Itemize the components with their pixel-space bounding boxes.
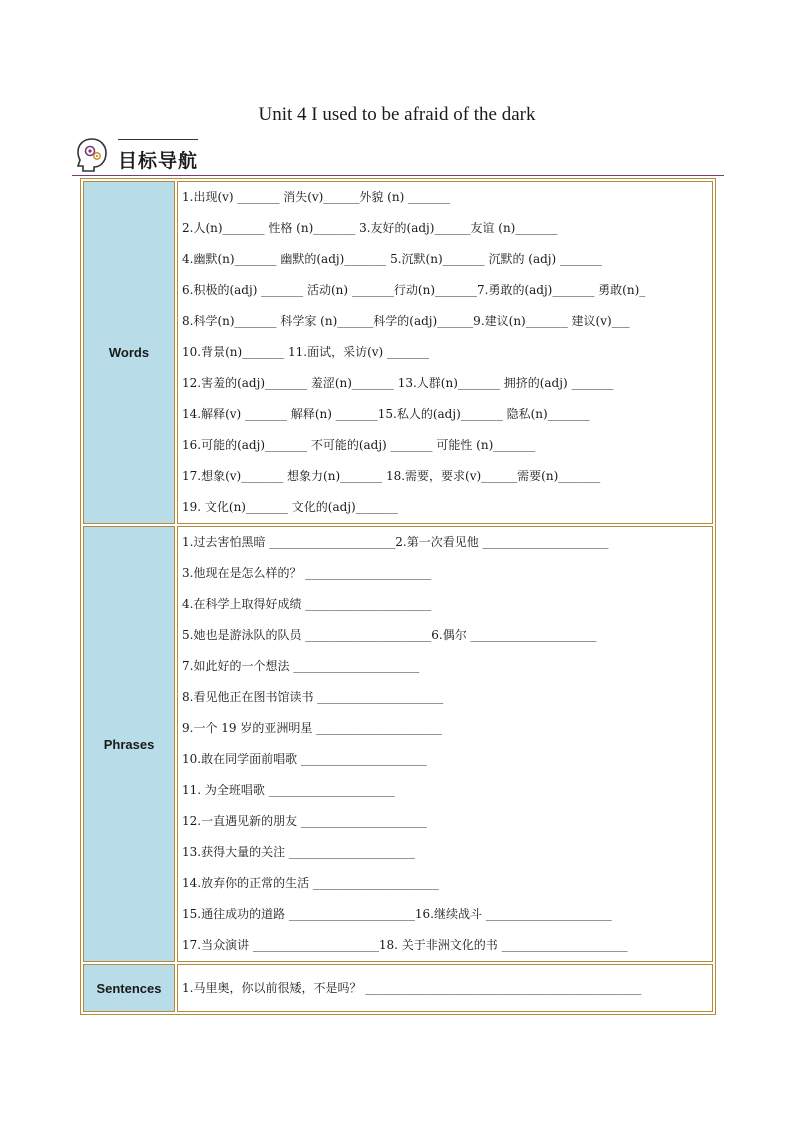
study-table xyxy=(80,178,716,1015)
phrase-line: 17.当众演讲 _____________________18. 关于非洲文化的书 _____________________ xyxy=(182,938,628,952)
word-line: 12.害羞的(adj)_______ 羞涩(n)_______ 13.人群(n)_______ 拥挤的(adj) _______ xyxy=(182,376,614,390)
section-heading: 目标导航 xyxy=(118,150,199,172)
sentence-line: 1.马里奥，你以前很矮，不是吗？ ______________________________________________ xyxy=(182,980,642,995)
word-line: 14.解释(v) _______ 解释(n) _______15.私人的(adj)_______ 隐私(n)_______ xyxy=(182,407,590,421)
sentences-section xyxy=(83,964,713,1012)
phrase-line: 11. 为全班唱歌 _____________________ xyxy=(182,783,395,797)
phrases-content xyxy=(177,526,713,962)
words-label: Words xyxy=(83,181,175,524)
section-header xyxy=(72,134,724,178)
phrase-line: 8.看见他正在图书馆读书 _____________________ xyxy=(182,690,444,704)
phrase-line: 1.过去害怕黑暗 _____________________2.第一次看见他 _____________________ xyxy=(182,535,609,549)
head-gears-icon xyxy=(74,136,110,174)
word-line: 19. 文化(n)_______ 文化的(adj)_______ xyxy=(182,500,398,514)
word-line: 17.想象(v)_______ 想象力(n)_______ 18.需要，要求(v)______需要(n)_______ xyxy=(182,469,601,483)
word-line: 4.幽默(n)_______ 幽默的(adj)_______ 5.沉默(n)_______ 沉默的 (adj) _______ xyxy=(182,252,602,266)
phrase-line: 13.获得大量的关注 _____________________ xyxy=(182,845,415,859)
phrase-line: 4.在科学上取得好成绩 _____________________ xyxy=(182,597,432,611)
words-section xyxy=(83,181,713,524)
phrases-section xyxy=(83,526,713,962)
phrase-line: 3.他现在是怎么样的？ _____________________ xyxy=(182,566,432,580)
header-underline xyxy=(72,175,724,176)
word-line: 6.积极的(adj) _______ 活动(n) _______行动(n)_______7.勇敢的(adj)_______ 勇敢(n)_ xyxy=(182,283,646,297)
sentences-content xyxy=(177,964,713,1012)
word-line: 1.出现(v) _______ 消失(v)______外貌 (n) _______ xyxy=(182,190,451,204)
word-line: 16.可能的(adj)_______ 不可能的(adj) _______ 可能性 (n)_______ xyxy=(182,438,536,452)
document-title: Unit 4 I used to be afraid of the dark xyxy=(258,104,536,125)
phrase-line: 7.如此好的一个想法 _____________________ xyxy=(182,659,420,673)
phrase-line: 15.通往成功的道路 _____________________16.继续战斗 _____________________ xyxy=(182,907,612,921)
phrase-line: 9.一个 19 岁的亚洲明星 _____________________ xyxy=(182,721,443,735)
phrase-line: 10.敢在同学面前唱歌 _____________________ xyxy=(182,752,427,766)
phrases-label: Phrases xyxy=(83,526,175,962)
sentences-label: Sentences xyxy=(83,964,175,1012)
words-content xyxy=(177,181,713,524)
header-top-rule xyxy=(118,139,198,140)
word-line: 2.人(n)_______ 性格 (n)_______ 3.友好的(adj)______友谊 (n)_______ xyxy=(182,221,558,235)
phrase-line: 5.她也是游泳队的队员 _____________________6.偶尔 _____________________ xyxy=(182,628,597,642)
word-line: 10.背景(n)_______ 11.面试，采访(v) _______ xyxy=(182,345,430,359)
phrase-line: 12.一直遇见新的朋友 _____________________ xyxy=(182,814,427,828)
word-line: 8.科学(n)_______ 科学家 (n)______科学的(adj)______9.建议(n)_______ 建议(v)___ xyxy=(182,314,630,328)
phrase-line: 14.放弃你的正常的生活 _____________________ xyxy=(182,876,439,890)
